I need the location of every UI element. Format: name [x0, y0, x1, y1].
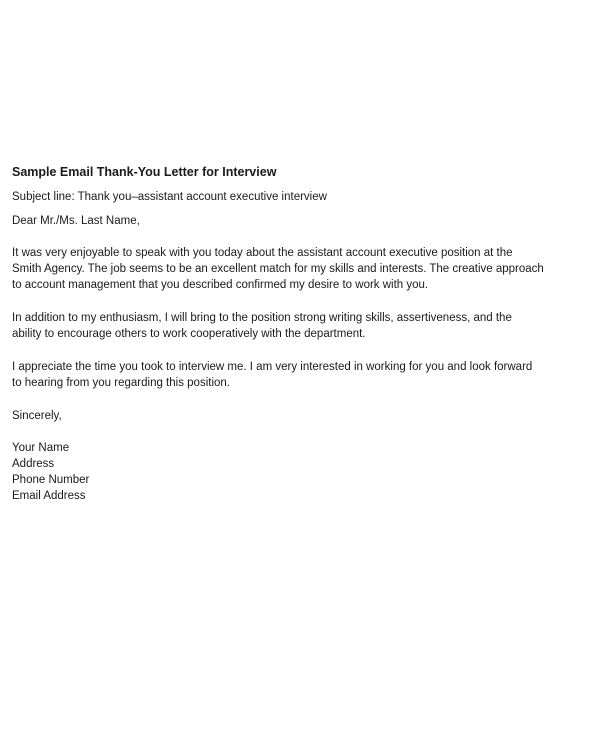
paragraph-line: I appreciate the time you took to interview me. I am very interested in working for you and look forward [12, 361, 533, 373]
paragraph-line: ability to encourage others to work cooperatively with the department. [12, 328, 366, 340]
paragraph-line: to hearing from you regarding this position. [12, 377, 230, 389]
signature-phone: Phone Number [12, 474, 90, 486]
signature-name: Your Name [12, 442, 70, 454]
signature-email: Email Address [12, 490, 86, 502]
closing: Sincerely, [12, 410, 62, 422]
paragraph-line: to account management that you described confirmed my desire to work with you. [12, 279, 429, 291]
paragraph-line: It was very enjoyable to speak with you today about the assistant account executive position at the [12, 247, 513, 259]
paragraph-1 [12, 245, 592, 293]
letter-document [12, 163, 592, 504]
paragraph-line: In addition to my enthusiasm, I will bring to the position strong writing skills, assertiveness, and the [12, 312, 512, 324]
signature-address: Address [12, 458, 55, 470]
signature-block [12, 440, 592, 504]
paragraph-2 [12, 310, 592, 342]
paragraph-3 [12, 359, 592, 391]
paragraph-line: Smith Agency. The job seems to be an excellent match for my skills and interests. The creative approach [12, 263, 544, 275]
document-title: Sample Email Thank-You Letter for Interview [12, 165, 277, 179]
greeting: Dear Mr./Ms. Last Name, [12, 215, 140, 227]
subject-line: Subject line: Thank you–assistant account executive interview [12, 191, 327, 203]
